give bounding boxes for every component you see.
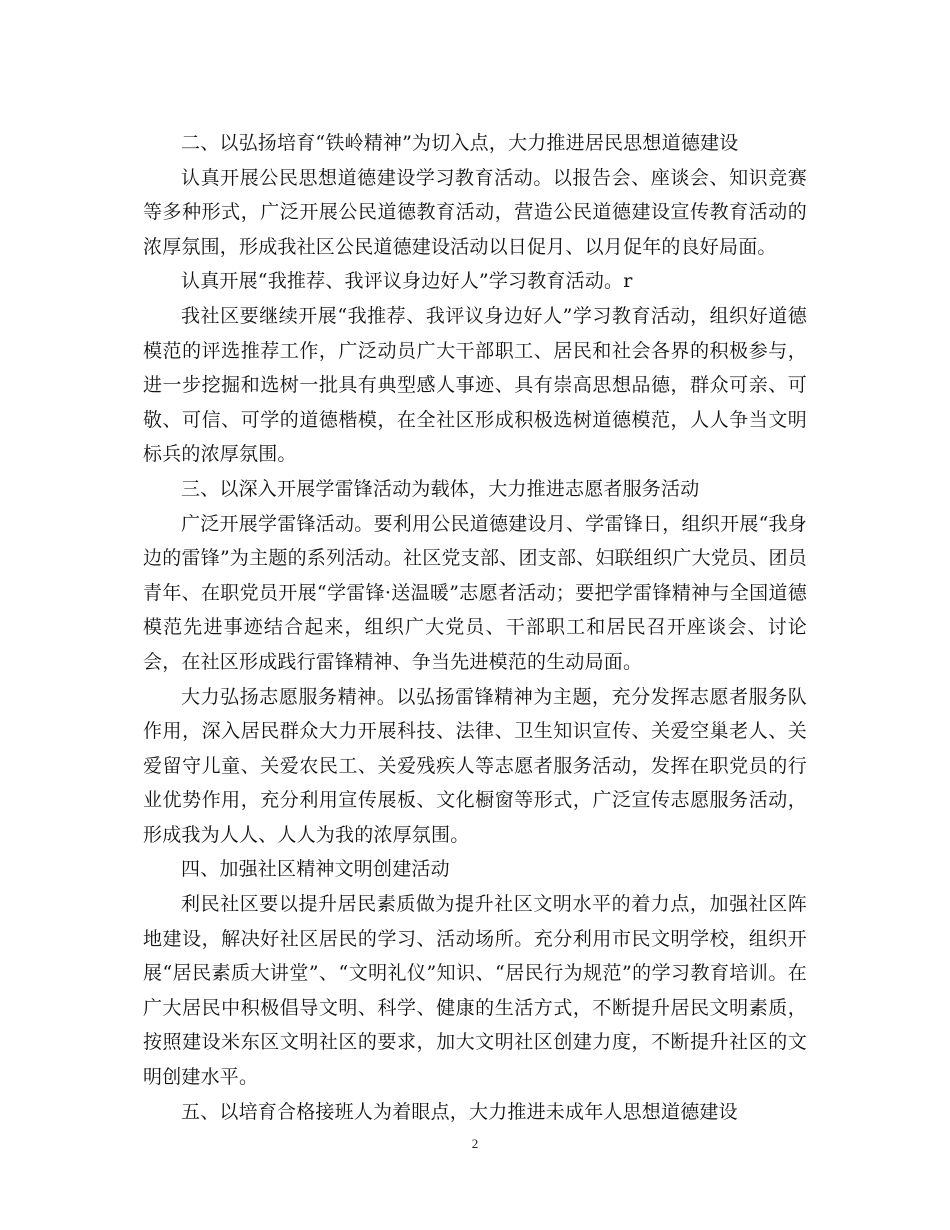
body-paragraph: 认真开展公民思想道德建设学习教育活动。以报告会、座谈会、知识竞赛等多种形式，广泛开展公民道德教育活动，营造公民道德建设宣传教育活动的浓厚氛围，形成我社区公民道德建设活动以日促月、以月促年的良好局面。 xyxy=(143,166,807,258)
page-number: 2 xyxy=(471,1136,479,1151)
body-paragraph: 认真开展“我推荐、我评议身边好人”学习教育活动。r xyxy=(181,270,633,293)
body-paragraph: 利民社区要以提升居民素质做为提升社区文明水平的着力点，加强社区阵地建设，解决好社区居民的学习、活动场所。充分利用市民文明学校，组织开展“居民素质大讲堂”、“文明礼仪”知识、“居民行为规范”的学习教育培训。在广大居民中积极倡导文明、科学、健康的生活方式，不断提升居民文明素质，按照建设米东区文明社区的要求，加大文明社区创建力度，不断提升社区的文明创建水平。 xyxy=(143,893,807,1089)
body-paragraph: 大力弘扬志愿服务精神。以弘扬雷锋精神为主题，充分发挥志愿者服务队作用，深入居民群众大力开展科技、法律、卫生知识宣传、关爱空巢老人、关爱留守儿童、关爱农民工、关爱残疾人等志愿者服务活动，发挥在职党员的行业优势作用，充分利用宣传展板、文化橱窗等形式，广泛宣传志愿服务活动，形成我为人人、人人为我的浓厚氛围。 xyxy=(143,685,807,846)
body-paragraph: 我社区要继续开展“我推荐、我评议身边好人”学习教育活动，组织好道德模范的评选推荐工作，广泛动员广大干部职工、居民和社会各界的积极参与，进一步挖掘和选树一批具有典型感人事迹、具有崇高思想品德，群众可亲、可敬、可信、可学的道德楷模，在全社区形成积极选树道德模范，人人争当文明标兵的浓厚氛围。 xyxy=(143,304,807,466)
section-heading-3: 三、以深入开展学雷锋活动为载体，大力推进志愿者服务活动 xyxy=(181,477,700,500)
section-heading-5: 五、以培育合格接班人为着眼点，大力推进未成年人思想道德建设 xyxy=(181,1100,738,1123)
section-heading-4: 四、加强社区精神文明创建活动 xyxy=(181,858,450,881)
body-paragraph: 广泛开展学雷锋活动。要利用公民道德建设月、学雷锋日，组织开展“我身边的雷锋”为主题的系列活动。社区党支部、团支部、妇联组织广大党员、团员青年、在职党员开展“学雷锋·送温暖”志愿者活动；要把学雷锋精神与全国道德模范先进事迹结合起来，组织广大党员、干部职工和居民召开座谈会、讨论会，在社区形成践行雷锋精神、争当先进模范的生动局面。 xyxy=(143,512,807,673)
document-body xyxy=(143,126,807,1129)
section-heading-2: 二、以弘扬培育“铁岭精神”为切入点，大力推进居民思想道德建设 xyxy=(181,132,739,154)
